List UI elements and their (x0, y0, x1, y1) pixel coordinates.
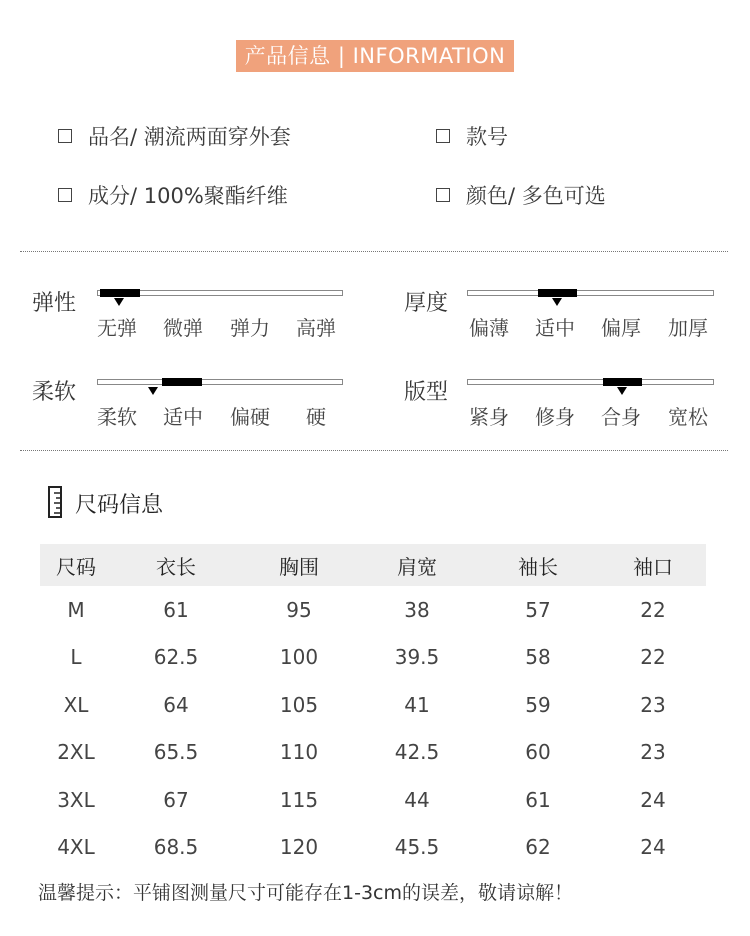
size-table (40, 544, 706, 871)
attr-label-elasticity: 弹性 (32, 291, 77, 316)
measurement-cell: 61 (163, 597, 189, 622)
measurement-cell: 39.5 (394, 645, 440, 670)
scale-option: 微弹 (163, 316, 203, 340)
measurement-cell: 62.5 (153, 645, 199, 670)
scale-pointer-icon (114, 298, 124, 306)
product-name-text: 品名/ 潮流两面穿外套 (88, 125, 291, 149)
style-no-item (436, 121, 508, 151)
softness-scale-bar (97, 379, 343, 385)
measurement-cell: 58 (525, 645, 551, 670)
attr-label-fit: 版型 (404, 380, 449, 405)
thickness-scale-bar (467, 290, 714, 296)
table-row (40, 634, 706, 682)
checkbox-icon (436, 188, 450, 202)
scale-option: 合身 (601, 405, 641, 429)
scale-option: 宽松 (668, 405, 708, 429)
measurement-cell: 59 (525, 692, 551, 717)
measurement-cell: 24 (640, 835, 666, 860)
divider (20, 251, 728, 252)
size-label-cell: XL (63, 692, 89, 717)
size-section-title: 尺码信息 (75, 493, 164, 518)
scale-option: 偏薄 (469, 316, 509, 340)
checkbox-icon (58, 188, 72, 202)
scale-pointer-icon (148, 387, 158, 395)
size-table-header: 袖长 (476, 544, 600, 586)
scale-option: 偏硬 (230, 405, 270, 429)
attr-label-softness: 柔软 (32, 380, 77, 405)
scale-option: 紧身 (469, 405, 509, 429)
measurement-cell: 23 (640, 740, 666, 765)
measurement-cell: 105 (279, 692, 319, 717)
measurement-cell: 62 (525, 835, 551, 860)
measurement-cell: 38 (404, 597, 430, 622)
material-item (58, 180, 288, 210)
measurement-cell: 61 (525, 787, 551, 812)
measurement-cell: 24 (640, 787, 666, 812)
table-row (40, 729, 706, 777)
scale-option: 无弹 (97, 316, 137, 340)
measurement-cell: 44 (404, 787, 430, 812)
measurement-cell: 22 (640, 597, 666, 622)
scale-option: 修身 (535, 405, 575, 429)
size-table-header: 胸围 (240, 544, 358, 586)
measurement-cell: 68.5 (153, 835, 199, 860)
table-row (40, 824, 706, 872)
scale-option: 适中 (535, 316, 575, 340)
measurement-cell: 120 (279, 835, 319, 860)
scale-option: 高弹 (296, 316, 336, 340)
scale-indicator (100, 289, 140, 297)
measurement-cell: 41 (404, 692, 430, 717)
scale-pointer-icon (552, 298, 562, 306)
style-no-text: 款号 (466, 125, 508, 149)
scale-option: 适中 (163, 405, 203, 429)
scale-pointer-icon (617, 387, 627, 395)
size-table-header: 袖口 (600, 544, 706, 586)
size-label-cell: M (67, 597, 85, 622)
material-text: 成分/ 100%聚酯纤维 (88, 184, 288, 208)
elasticity-scale-bar (97, 290, 343, 296)
measurement-cell: 42.5 (394, 740, 440, 765)
size-label-cell: L (70, 645, 82, 670)
product-name-item (58, 121, 291, 151)
color-text: 颜色/ 多色可选 (466, 184, 606, 208)
measurement-cell: 23 (640, 692, 666, 717)
table-row (40, 586, 706, 634)
ruler-icon (48, 486, 62, 518)
measurement-cell: 45.5 (394, 835, 440, 860)
measurement-cell: 60 (525, 740, 551, 765)
size-label-cell: 2XL (57, 740, 95, 765)
size-table-header: 尺码 (40, 544, 112, 586)
scale-indicator (538, 289, 577, 297)
scale-option: 柔软 (97, 405, 137, 429)
scale-option: 偏厚 (601, 316, 641, 340)
size-table-header: 衣长 (112, 544, 240, 586)
size-label-cell: 3XL (57, 787, 95, 812)
scale-option: 硬 (306, 405, 326, 429)
table-row (40, 681, 706, 729)
divider (20, 450, 728, 451)
size-table-header-row (40, 544, 706, 586)
measurement-cell: 100 (279, 645, 319, 670)
checkbox-icon (58, 129, 72, 143)
table-row (40, 776, 706, 824)
section-header-badge: 产品信息 | INFORMATION (236, 40, 514, 72)
measurement-cell: 67 (163, 787, 189, 812)
size-label-cell: 4XL (57, 835, 95, 860)
scale-indicator (162, 378, 202, 386)
fit-scale-bar (467, 379, 714, 385)
measurement-cell: 65.5 (153, 740, 199, 765)
checkbox-icon (436, 129, 450, 143)
scale-option: 加厚 (668, 316, 708, 340)
color-item (436, 180, 606, 210)
measurement-note: 温馨提示：平铺图测量尺寸可能存在1-3cm的误差，敬请谅解！ (38, 882, 573, 904)
size-table-header: 肩宽 (358, 544, 476, 586)
measurement-cell: 22 (640, 645, 666, 670)
measurement-cell: 110 (279, 740, 319, 765)
scale-indicator (603, 378, 642, 386)
measurement-cell: 115 (279, 787, 319, 812)
measurement-cell: 64 (163, 692, 189, 717)
scale-option: 弹力 (230, 316, 270, 340)
measurement-cell: 57 (525, 597, 551, 622)
measurement-cell: 95 (286, 597, 312, 622)
attr-label-thickness: 厚度 (404, 291, 449, 316)
